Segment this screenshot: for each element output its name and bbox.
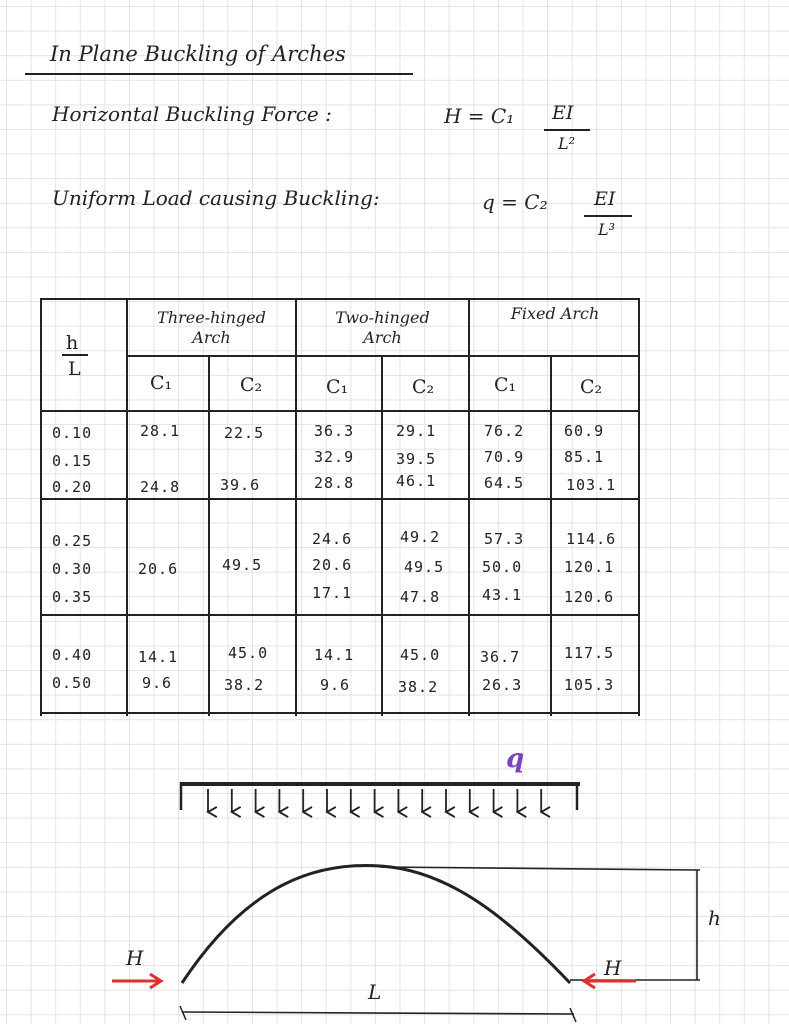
span-tick [570,1008,576,1022]
table-cell: 20.6 [138,560,179,578]
table-cell: 60.9 [564,422,605,440]
horizontal-force-numerator: EI [552,102,574,124]
table-cell: 14.1 [138,648,179,666]
table-cell: 49.5 [222,556,263,574]
table-cell: 105.3 [564,676,615,694]
table-cell: 20.6 [312,556,353,574]
table-cell-ratio: 0.40 [52,646,93,664]
span-label: L [368,980,382,1004]
left-force-label: H [126,946,144,970]
table-cell: 103.1 [566,476,617,494]
subheader-c1: C₁ [494,374,517,396]
horizontal-force-label: Horizontal Buckling Force : [52,102,332,126]
table-cell: 114.6 [566,530,617,548]
left-thrust-arrow [112,974,161,988]
rise-reference-line [380,867,700,870]
uniform-load-numerator: EI [594,188,616,210]
horizontal-force-lhs: H = C₁ [444,104,515,128]
table-cell-ratio: 0.15 [52,452,93,470]
distributed-load [180,782,580,812]
table-cell: 45.0 [400,646,441,664]
table-cell: 26.3 [482,676,523,694]
subheader-c1: C₁ [326,376,349,398]
subheader-c2: C₂ [580,376,603,398]
table-cell: 17.1 [312,584,353,602]
table-cell: 47.8 [400,588,441,606]
table-cell: 46.1 [396,472,437,490]
table-cell-ratio: 0.10 [52,424,93,442]
table-cell: 49.2 [400,528,441,546]
table-cell: 39.6 [220,476,261,494]
subheader-c1: C₁ [150,372,173,394]
table-cell: 28.8 [314,474,355,492]
span-dimension-line [182,1012,574,1014]
arch-curve [182,865,570,983]
table-cell: 28.1 [140,422,181,440]
table-cell: 43.1 [482,586,523,604]
load-arrows [208,789,541,812]
group-header-three-hinged: Three-hinged Arch [157,308,266,347]
table-cell: 120.1 [564,558,615,576]
table-cell: 70.9 [484,448,525,466]
table-cell: 50.0 [482,558,523,576]
table-cell: 22.5 [224,424,265,442]
page-title: In Plane Buckling of Arches [50,42,346,66]
uniform-load-denominator: L³ [598,220,616,239]
table-cell-ratio: 0.50 [52,674,93,692]
table-cell: 85.1 [564,448,605,466]
table-cell: 120.6 [564,588,615,606]
table-cell: 9.6 [320,676,351,694]
group-header-fixed: Fixed Arch [510,304,600,323]
table-cell: 117.5 [564,644,615,662]
table-cell: 49.5 [404,558,445,576]
horizontal-force-denominator: L² [558,134,576,153]
table-cell-ratio: 0.20 [52,478,93,496]
table-cell: 57.3 [484,530,525,548]
table-cell: 14.1 [314,646,355,664]
table-cell: 45.0 [228,644,269,662]
table-cell: 24.6 [312,530,353,548]
table-cell-ratio: 0.25 [52,532,93,550]
table-cell-ratio: 0.30 [52,560,93,578]
rise-label: h [708,906,721,930]
table-cell: 38.2 [224,676,265,694]
group-header-two-hinged: Two-hinged Arch [335,308,430,347]
table-cell: 24.8 [140,478,181,496]
table-cell: 29.1 [396,422,437,440]
subheader-c2: C₂ [240,374,263,396]
uniform-load-lhs: q = C₂ [482,190,548,214]
table-cell: 76.2 [484,422,525,440]
table-cell-ratio: 0.35 [52,588,93,606]
table-cell: 9.6 [142,674,173,692]
uniform-load-label: Uniform Load causing Buckling: [52,186,380,210]
load-label: q [506,744,525,774]
ratio-header-h: h [66,332,79,354]
table-cell: 36.3 [314,422,355,440]
span-tick [180,1006,186,1020]
subheader-c2: C₂ [412,376,435,398]
right-force-label: H [604,956,622,980]
table-cell: 32.9 [314,448,355,466]
table-cell: 64.5 [484,474,525,492]
table-cell: 38.2 [398,678,439,696]
table-cell: 39.5 [396,450,437,468]
ratio-header-l: L [68,358,81,380]
table-cell: 36.7 [480,648,521,666]
